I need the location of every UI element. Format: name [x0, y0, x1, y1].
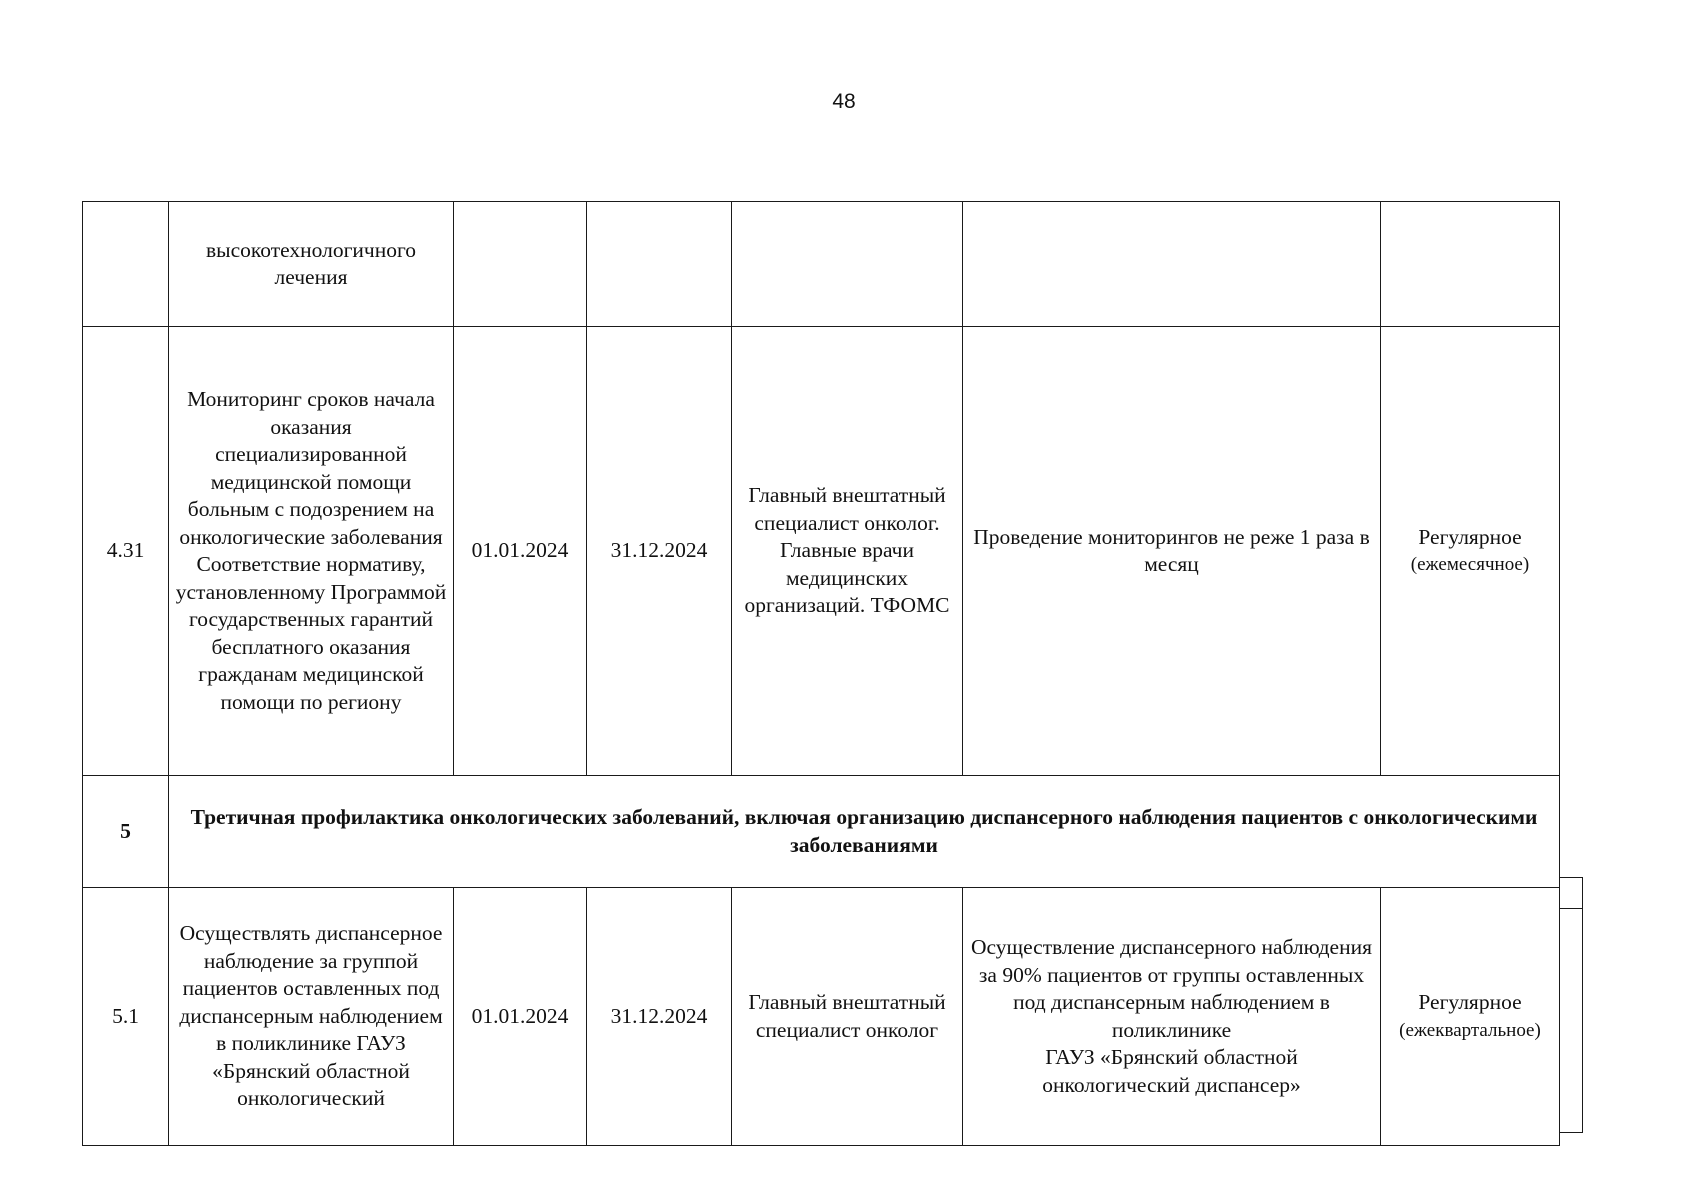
- cell-section-title: [169, 776, 1560, 888]
- cell-responsible: [732, 202, 963, 327]
- frequency-text: Регулярное: [1418, 524, 1522, 549]
- measure-text: Осуществлять диспансерное наблюдение за группой пациентов оставленных под диспансерным наблюдением в поликлинике ГАУЗ «Брянский областной онкологический: [179, 921, 443, 1111]
- cell-responsible: [732, 327, 963, 776]
- section-number: 5: [120, 818, 131, 843]
- cell-measure: [169, 327, 454, 776]
- cell-start: [454, 202, 587, 327]
- cell-measure: [169, 888, 454, 1146]
- cell-num: [83, 202, 169, 327]
- measure-text: Мониторинг сроков начала оказания специализированной медицинской помощи больным с подозрением на онкологические заболевания Соответствие нормативу, установленному Программой государственных гарантий бесплатного оказания гражданам медицинской помощи по региону: [175, 387, 447, 714]
- responsible-text: Главный внештатный специалист онколог: [748, 990, 946, 1042]
- cell-measure: [169, 202, 454, 327]
- result-text: Проведение мониторингов не реже 1 раза в месяц: [973, 524, 1370, 576]
- result-organization: ГАУЗ «Брянский областной онкологический диспансер»: [1042, 1045, 1301, 1097]
- cell-result: [963, 327, 1381, 776]
- start-date: 01.01.2024: [471, 1003, 569, 1028]
- cell-end: [587, 202, 732, 327]
- section-row-5: [83, 776, 1560, 888]
- table-row-4-31: [83, 327, 1560, 776]
- cell-frequency: [1381, 327, 1560, 776]
- cell-start: [454, 327, 587, 776]
- cell-num: [83, 888, 169, 1146]
- result-text: Осуществление диспансерного наблюдения за 90% пациентов от группы оставленных под диспансерным наблюдением в поликлинике: [970, 935, 1372, 1042]
- end-date: 31.12.2024: [610, 538, 708, 563]
- start-date: 01.01.2024: [471, 538, 569, 563]
- cell-end: [587, 327, 732, 776]
- responsible-text: Главный внештатный специалист онколог. Главные врачи медицинских организаций. ТФОМС: [744, 483, 950, 618]
- plan-table: [82, 201, 1560, 1146]
- cell-start: [454, 888, 587, 1146]
- measure-text: высокотехнологичного лечения: [206, 237, 416, 289]
- frequency-text: Регулярное: [1418, 990, 1522, 1014]
- table-row-5-1: [83, 888, 1560, 1146]
- cell-result: [963, 202, 1381, 327]
- table-edge-fragment: [1559, 877, 1583, 1133]
- cell-frequency: [1381, 888, 1560, 1146]
- end-date: 31.12.2024: [610, 1003, 708, 1028]
- cell-result: [963, 888, 1381, 1146]
- cell-end: [587, 888, 732, 1146]
- section-title: Третичная профилактика онкологических заболеваний, включая организацию диспансерного наблюдения пациентов с онкологическими заболеваниями: [190, 805, 1538, 857]
- row-number: 5.1: [112, 1003, 139, 1028]
- cell-num: [83, 776, 169, 888]
- table-row-continued: [83, 202, 1560, 327]
- frequency-note: (ежемесячное): [1410, 554, 1530, 575]
- row-number: 4.31: [106, 538, 145, 563]
- cell-num: [83, 327, 169, 776]
- cell-frequency: [1381, 202, 1560, 327]
- cell-responsible: [732, 888, 963, 1146]
- page-number: 48: [832, 90, 856, 113]
- frequency-note: (ежеквартальное): [1399, 1019, 1541, 1041]
